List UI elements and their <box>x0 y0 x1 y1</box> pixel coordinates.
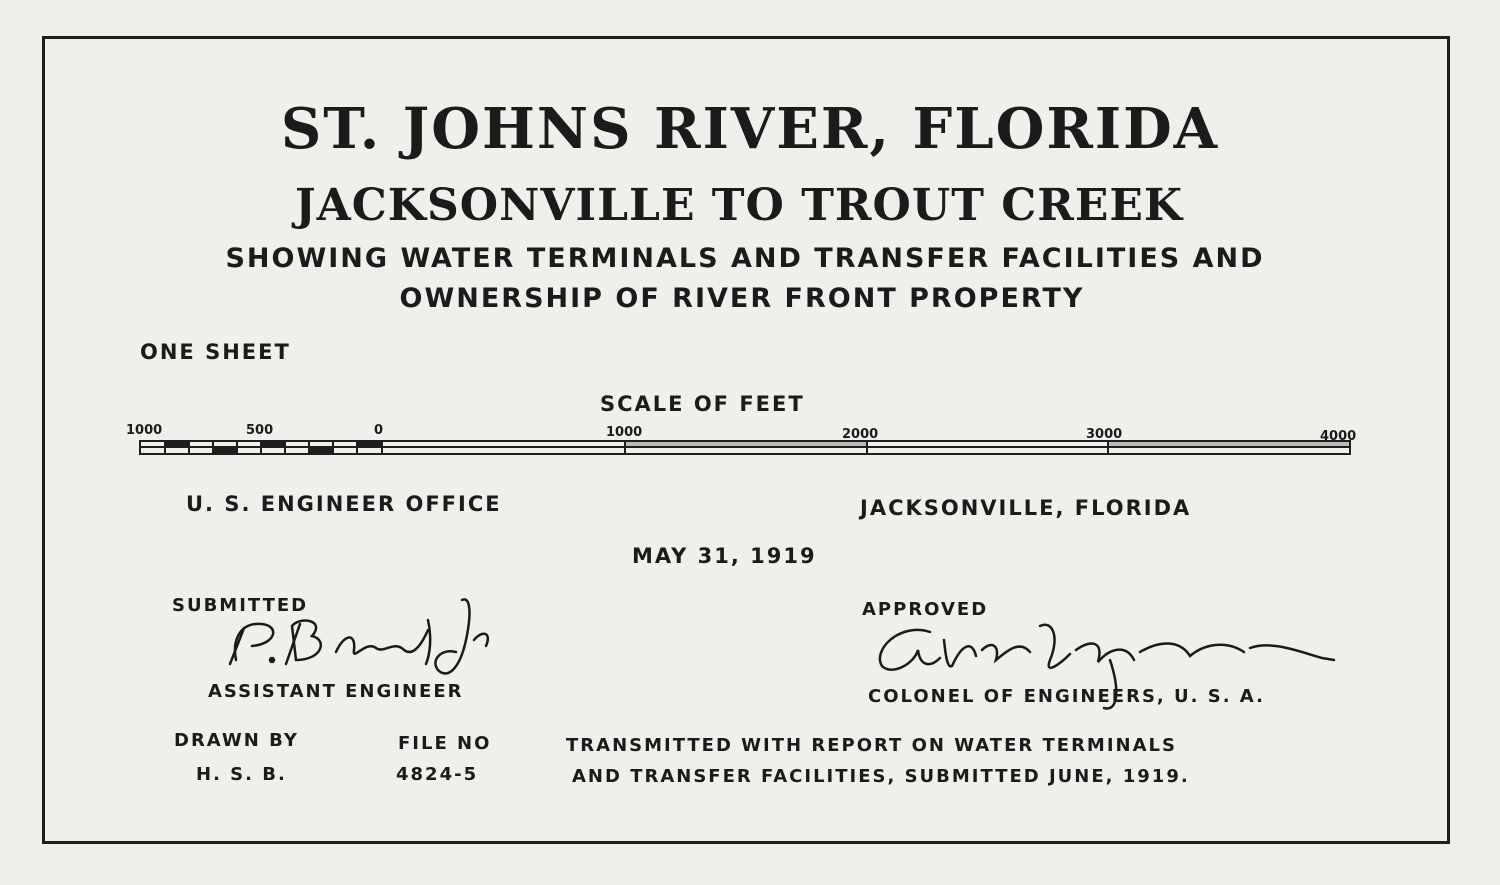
sheet-count: ONE SHEET <box>140 340 291 364</box>
map-description-line-2: OWNERSHIP OF RIVER FRONT PROPERTY <box>399 283 1085 314</box>
transmittal-line-2: AND TRANSFER FACILITIES, SUBMITTED JUNE, 1919. <box>572 766 1190 787</box>
issuing-office: U. S. ENGINEER OFFICE <box>186 492 502 516</box>
office-location: JACKSONVILLE, FLORIDA <box>860 496 1192 520</box>
scale-tick-label: 1000 <box>606 425 643 440</box>
approved-label: APPROVED <box>862 599 989 620</box>
file-no-label: FILE NO <box>398 733 492 754</box>
transmittal-line-1: TRANSMITTED WITH REPORT ON WATER TERMINALS <box>566 735 1177 756</box>
submitted-role: ASSISTANT ENGINEER <box>208 681 464 702</box>
scale-tick-label: 4000 <box>1320 429 1357 444</box>
scale-title: SCALE OF FEET <box>600 392 805 416</box>
scale-tick-label: 3000 <box>1086 427 1123 442</box>
map-subtitle: JACKSONVILLE TO TROUT CREEK <box>294 180 1184 231</box>
drawn-by-label: DRAWN BY <box>174 730 299 751</box>
scale-tick-label: 1000 <box>126 423 163 438</box>
map-description-line-1: SHOWING WATER TERMINALS AND TRANSFER FACILITIES AND <box>225 243 1265 274</box>
scale-tick-label: 500 <box>246 423 274 438</box>
scale-tick-label: 2000 <box>842 427 879 442</box>
map-title: ST. JOHNS RIVER, FLORIDA <box>280 96 1220 162</box>
drawn-by-value: H. S. B. <box>196 764 287 785</box>
issue-date: MAY 31, 1919 <box>632 544 817 568</box>
submitted-label: SUBMITTED <box>172 595 309 616</box>
scale-tick-label: 0 <box>374 423 384 438</box>
approved-role: COLONEL OF ENGINEERS, U. S. A. <box>868 686 1265 707</box>
file-no-value: 4824-5 <box>396 764 479 785</box>
